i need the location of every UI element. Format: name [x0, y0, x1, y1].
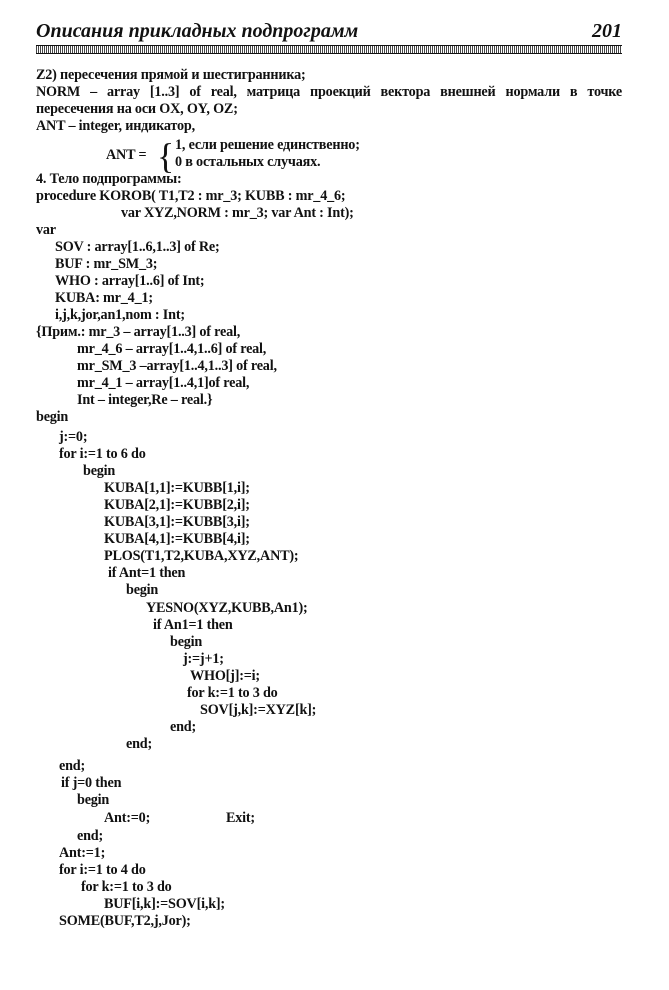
- code-line: WHO : array[1..6] of Int;: [55, 273, 205, 289]
- intro-line-3: пересечения на оси OX, OY, OZ;: [36, 101, 238, 117]
- code-line: begin: [83, 463, 116, 479]
- code-line: end;: [59, 758, 86, 774]
- page-number: 201: [592, 20, 622, 42]
- code-line: Ant:=1;: [59, 845, 106, 861]
- code-line: begin: [77, 792, 110, 808]
- code-line: begin: [126, 582, 159, 598]
- brace-symbol: {: [157, 136, 175, 176]
- code-line: procedure KOROB( T1,T2 : mr_3; KUBB : mr_4_6;: [36, 188, 346, 204]
- code-line: KUBA: mr_4_1;: [55, 290, 153, 306]
- code-line: SOME(BUF,T2,j,Jor);: [59, 913, 191, 929]
- code-line: mr_4_6 – array[1..4,1..6] of real,: [77, 341, 267, 357]
- code-line: begin: [170, 634, 203, 650]
- code-line: end;: [77, 828, 104, 844]
- code-line: end;: [126, 736, 153, 752]
- code-line: SOV[j,k]:=XYZ[k];: [200, 702, 317, 718]
- intro-line-1: Z2) пересечения прямой и шестигранника;: [36, 67, 306, 83]
- code-line: SOV : array[1..6,1..3] of Re;: [55, 239, 220, 255]
- intro-line-2: NORM – array [1..3] of real, матрица проекций вектора внешней нормали в точке: [36, 84, 622, 100]
- code-line: BUF : mr_SM_3;: [55, 256, 158, 272]
- header-title: Описания прикладных подпрограмм: [36, 20, 359, 42]
- code-line: KUBA[3,1]:=KUBB[3,i];: [104, 514, 250, 530]
- code-line: for k:=1 to 3 do: [187, 685, 278, 701]
- code-line: if j=0 then: [61, 775, 122, 791]
- code-line: if Ant=1 then: [108, 565, 186, 581]
- header-rule: [36, 45, 622, 54]
- code-line: BUF[i,k]:=SOV[i,k];: [104, 896, 225, 912]
- code-line: for i:=1 to 4 do: [59, 862, 146, 878]
- ant-label: ANT =: [106, 147, 147, 163]
- code-line: KUBA[4,1]:=KUBB[4,i];: [104, 531, 250, 547]
- code-line: WHO[j]:=i;: [190, 668, 260, 684]
- code-line: Ant:=0;: [104, 810, 151, 826]
- intro-line-4: ANT – integer, индикатор,: [36, 118, 195, 134]
- code-line: KUBA[2,1]:=KUBB[2,i];: [104, 497, 250, 513]
- ant-case-2: 0 в остальных случаях.: [175, 154, 321, 170]
- ant-case-1: 1, если решение единственно;: [175, 137, 360, 153]
- code-line: i,j,k,jor,an1,nom : Int;: [55, 307, 185, 323]
- code-line: var XYZ,NORM : mr_3; var Ant : Int);: [121, 205, 354, 221]
- code-line: PLOS(T1,T2,KUBA,XYZ,ANT);: [104, 548, 299, 564]
- code-line: j:=j+1;: [183, 651, 224, 667]
- code-line: var: [36, 222, 56, 238]
- code-line: YESNO(XYZ,KUBB,An1);: [146, 600, 308, 616]
- code-line: j:=0;: [59, 429, 88, 445]
- page-header: [36, 20, 622, 46]
- code-line: begin: [36, 409, 69, 425]
- code-line: mr_4_1 – array[1..4,1]of real,: [77, 375, 250, 391]
- code-line: for i:=1 to 6 do: [59, 446, 146, 462]
- code-line: for k:=1 to 3 do: [81, 879, 172, 895]
- code-line: end;: [170, 719, 197, 735]
- code-line: Int – integer,Re – real.}: [77, 392, 213, 408]
- code-line: mr_SM_3 –array[1..4,1..3] of real,: [77, 358, 277, 374]
- exit-statement: Exit;: [226, 810, 255, 826]
- code-line: {Прим.: mr_3 – array[1..3] of real,: [36, 324, 241, 340]
- code-line: if An1=1 then: [153, 617, 233, 633]
- section-title: 4. Тело подпрограммы:: [36, 171, 182, 187]
- code-line: KUBA[1,1]:=KUBB[1,i];: [104, 480, 250, 496]
